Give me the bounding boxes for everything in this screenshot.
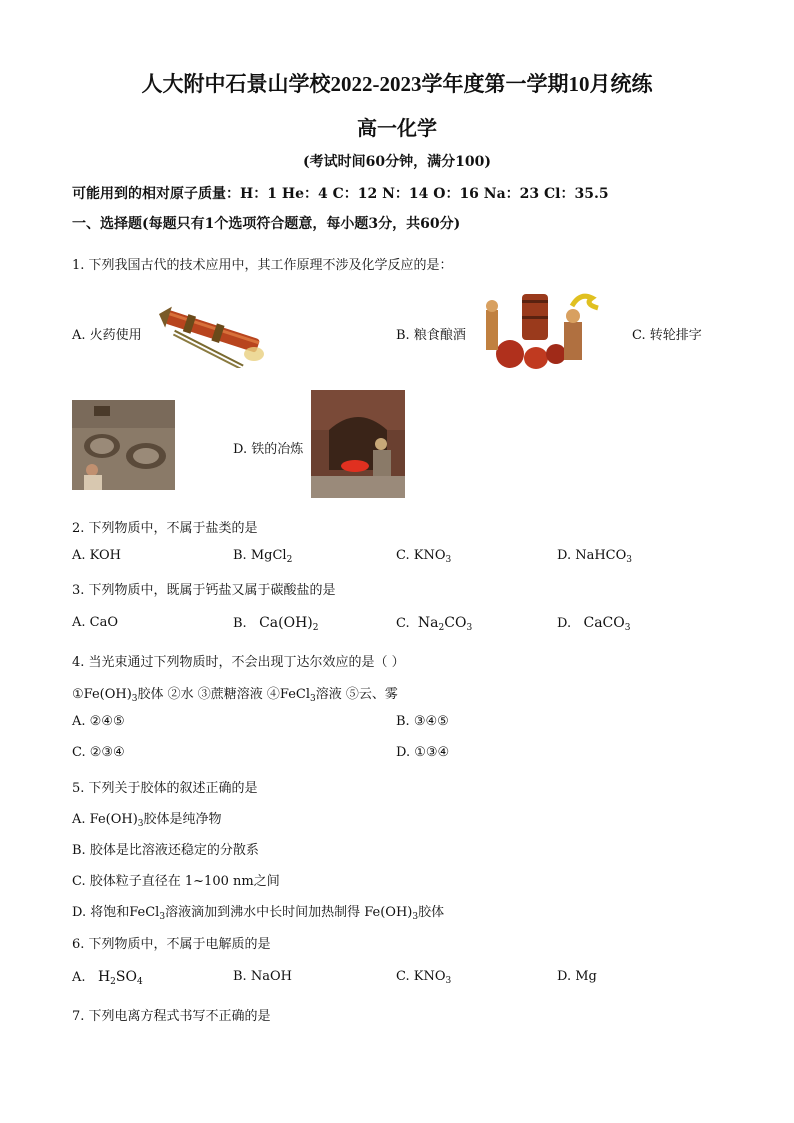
q3-option-c: C. $Na_2CO_3$ xyxy=(396,615,473,633)
question-3-stem: 3. 下列物质中，既属于钙盐又属于碳酸盐的是 xyxy=(72,583,336,598)
q3-option-b: B. $Ca(OH)_2$ xyxy=(233,615,319,633)
question-6-stem: 6. 下列物质中，不属于电解质的是 xyxy=(72,937,271,952)
q5-option-b: B. 胶体是比溶液还稳定的分散系 xyxy=(72,843,259,858)
question-2-stem: 2. 下列物质中，不属于盐类的是 xyxy=(72,521,258,536)
q5-option-d: D. 将饱和FeCl$_3$溶液滴加到沸水中长时间加热制得 $Fe(OH)_3$胶体 xyxy=(72,905,445,922)
exam-info: (考试时间60分钟，满分100) xyxy=(303,154,491,170)
q1-option-a: A. 火药使用 xyxy=(72,328,142,343)
q6-option-a: A. $H_2SO_4$ xyxy=(72,969,143,987)
movable-type-image xyxy=(72,400,175,490)
q4-option-c: C. ②③④ xyxy=(72,745,125,760)
q4-option-a: A. ②④⑤ xyxy=(72,714,125,729)
gunpowder-image xyxy=(156,296,266,368)
question-1-stem: 1. 下列我国古代的技术应用中，其工作原理不涉及化学反应的是： xyxy=(72,258,453,273)
document-title: 人大附中石景山学校2022-2023学年度第一学期10月统练 xyxy=(141,72,653,96)
q1-option-c: C. 转轮排字 xyxy=(632,328,702,343)
q6-option-c: C. $KNO_3$ xyxy=(396,969,452,986)
question-4-stem: 4. 当光束通过下列物质时，不会出现丁达尔效应的是（ ） xyxy=(72,655,405,670)
section-heading: 一、选择题(每题只有1个选项符合题意，每小题3分，共60分) xyxy=(72,216,461,232)
q5-option-c: C. 胶体粒子直径在 1~100 nm之间 xyxy=(72,874,280,889)
wine-brewing-image xyxy=(480,288,604,372)
q6-option-b: B. NaOH xyxy=(233,969,292,984)
q6-option-d: D. Mg xyxy=(557,969,597,984)
q1-option-b: B. 粮食酿酒 xyxy=(396,328,466,343)
q4-items: $①Fe(OH)_3$胶体 ②水 ③蔗糖溶液 ④FeCl$_3$溶液 ⑤云、雾 xyxy=(72,687,398,704)
iron-smelting-image xyxy=(311,390,405,498)
atomic-masses: 可能用到的相对原子质量：H：1 He：4 C：12 N：14 O：16 Na：23 Cl：35.5 xyxy=(72,186,609,202)
q2-option-a: A. KOH xyxy=(72,548,122,563)
q4-option-d: D. ①③④ xyxy=(396,745,450,760)
question-5-stem: 5. 下列关于胶体的叙述正确的是 xyxy=(72,781,258,796)
q2-option-d: D. NaHCO$_3$ xyxy=(557,548,633,565)
subject-title: 高一化学 xyxy=(357,118,437,140)
q4-option-b: B. ③④⑤ xyxy=(396,714,449,729)
question-7-stem: 7. 下列电离方程式书写不正确的是 xyxy=(72,1009,271,1024)
q2-option-b: B. MgCl$_2$ xyxy=(233,548,293,565)
q3-option-a: A. CaO xyxy=(72,615,119,630)
q1-option-d: D. 铁的冶炼 xyxy=(233,442,304,457)
q3-option-d: D. CaCO$_3$ xyxy=(557,615,631,633)
q5-option-a: A. $Fe(OH)_3$胶体是纯净物 xyxy=(72,812,222,829)
q2-option-c: C. $KNO_3$ xyxy=(396,548,452,565)
